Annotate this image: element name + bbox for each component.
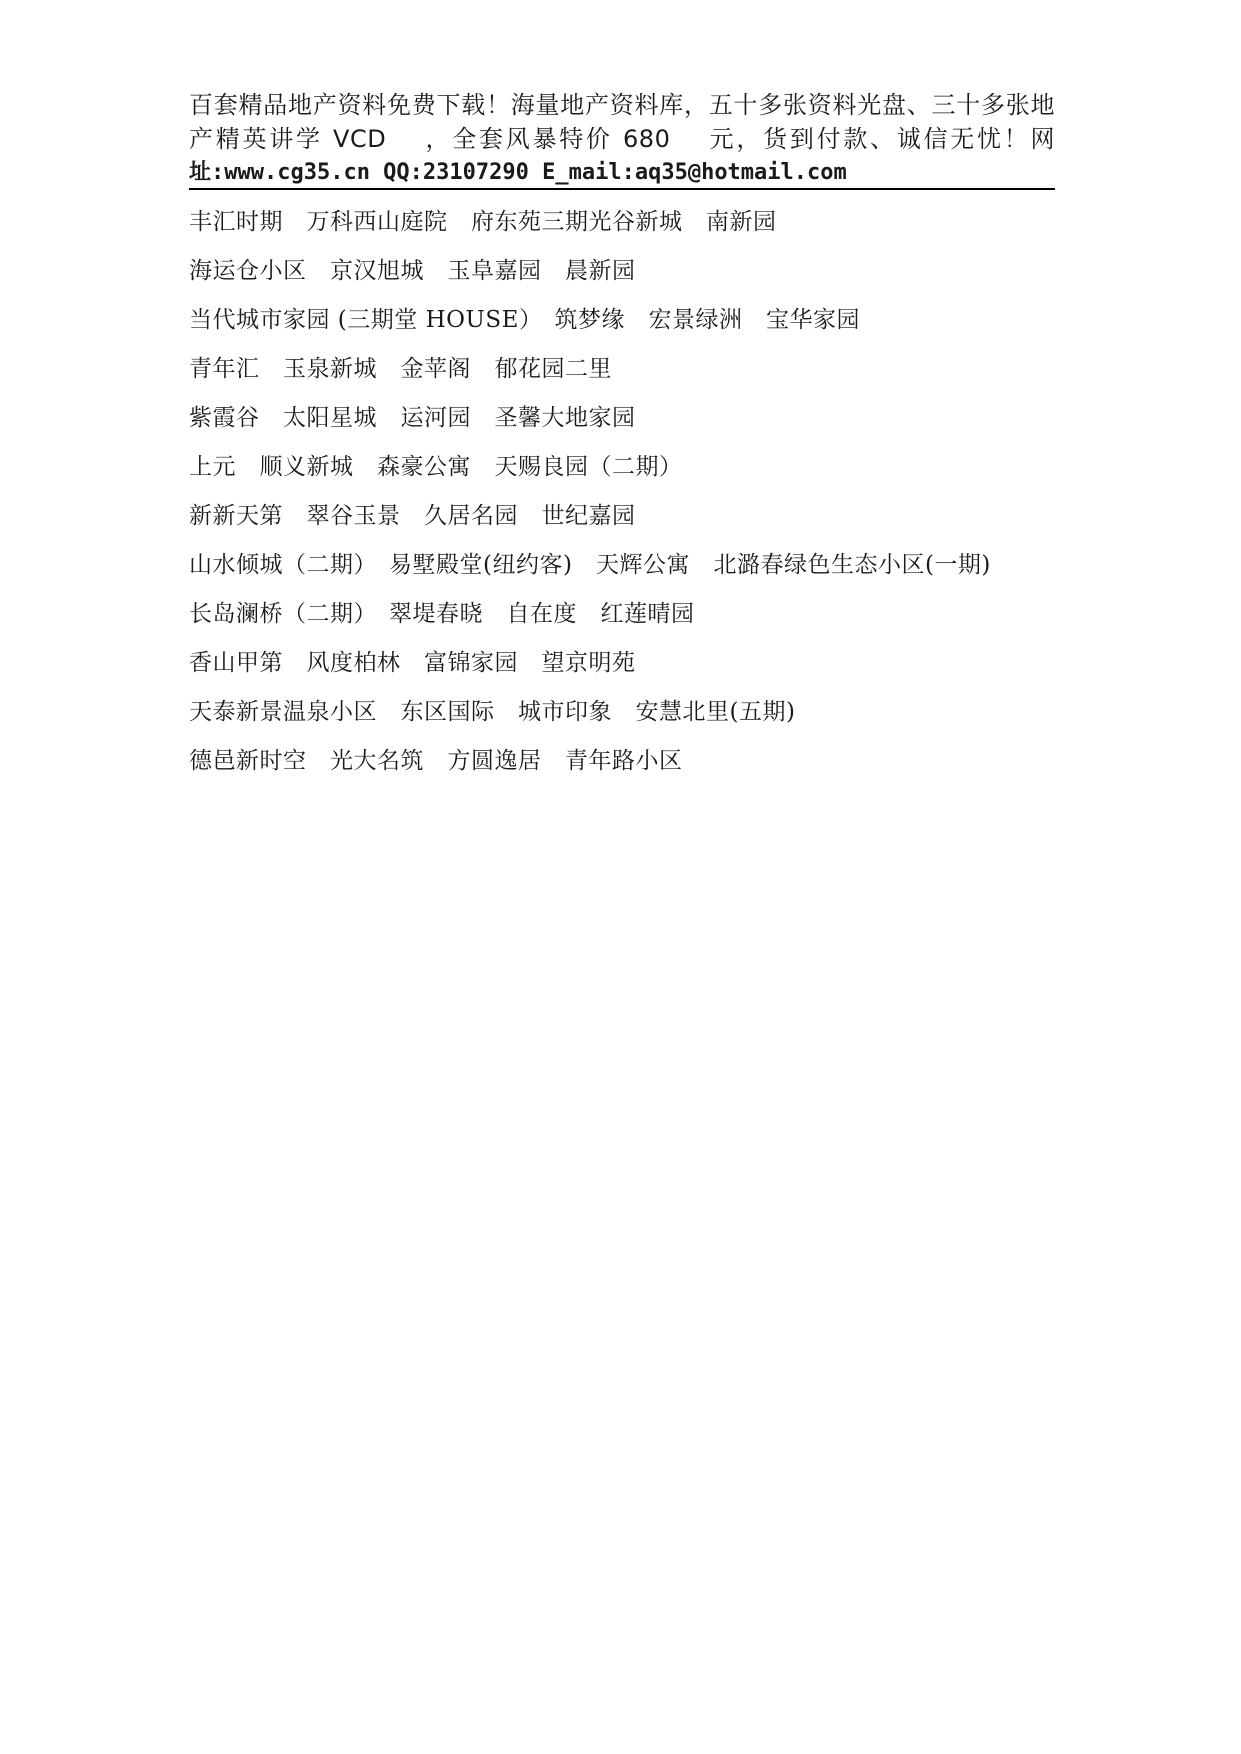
header-line-1: 百套精品地产资料免费下载！海量地产资料库，五十多张资料光盘、三十多张地 <box>189 91 1055 119</box>
list-line: 紫霞谷 太阳星城 运河园 圣馨大地家园 <box>189 405 636 431</box>
list-line: 山水倾城（二期） 易墅殿堂(纽约客) 天辉公寓 北潞春绿色生态小区(一期) <box>189 552 991 578</box>
list-line: 香山甲第 风度柏林 富锦家园 望京明苑 <box>189 650 636 676</box>
header-line-2: 产精英讲学 VCD ，全套风暴特价 680 元，货到付款、诚信无忧！网 <box>189 125 1055 153</box>
header-divider <box>189 188 1055 190</box>
page-header <box>189 88 1055 190</box>
list-line: 丰汇时期 万科西山庭院 府东苑三期光谷新城 南新园 <box>189 209 777 235</box>
list-line: 天泰新景温泉小区 东区国际 城市印象 安慧北里(五期) <box>189 699 796 725</box>
list-line: 海运仓小区 京汉旭城 玉阜嘉园 晨新园 <box>189 258 636 284</box>
list-line: 新新天第 翠谷玉景 久居名园 世纪嘉园 <box>189 503 636 529</box>
list-line: 德邑新时空 光大名筑 方圆逸居 青年路小区 <box>189 748 683 774</box>
list-line: 青年汇 玉泉新城 金苹阁 郁花园二里 <box>189 356 612 382</box>
property-name-list <box>189 198 1055 786</box>
header-contact-line: 址:www.cg35.cn QQ:23107290 E_mail:aq35@hotmail.com <box>189 160 847 185</box>
list-line: 当代城市家园 (三期堂 HOUSE） 筑梦缘 宏景绿洲 宝华家园 <box>189 307 860 333</box>
list-line: 长岛澜桥（二期） 翠堤春晓 自在度 红莲晴园 <box>189 601 695 627</box>
list-line: 上元 顺义新城 森豪公寓 天赐良园（二期） <box>189 454 683 480</box>
